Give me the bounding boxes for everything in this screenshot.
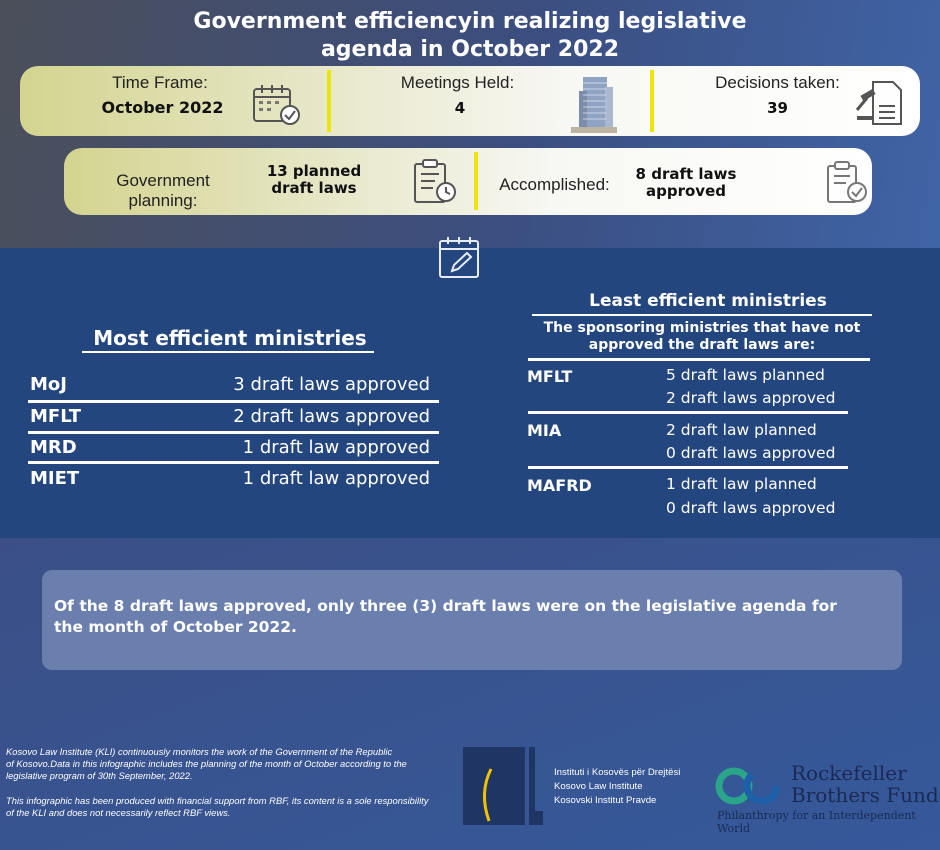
ministry-value: 3 draft laws approved bbox=[233, 374, 430, 395]
footer-line: of the KLI and does not necessarily reflect RBF views. bbox=[6, 807, 231, 818]
ministry-value: 1 draft law approved bbox=[242, 437, 430, 458]
approved-value: 0 draft laws approved bbox=[666, 499, 836, 517]
accomplished-value bbox=[615, 166, 757, 200]
row-divider bbox=[528, 358, 870, 361]
rbf-logo-icon bbox=[714, 766, 784, 806]
footer-disclaimer-text bbox=[6, 795, 451, 819]
meetings-label: Meetings Held: bbox=[400, 73, 515, 92]
planning-label: Government planning: bbox=[116, 171, 210, 210]
planned-value: 5 draft laws planned bbox=[666, 366, 825, 384]
ministry-name: MRD bbox=[30, 437, 77, 458]
title-underline bbox=[532, 314, 872, 316]
ministry-name: MFLT bbox=[30, 406, 81, 427]
most-efficient-title: Most efficient ministries bbox=[93, 326, 367, 350]
kli-name-line: Kosovo Law Institute bbox=[554, 781, 643, 792]
planned-value: 1 draft law planned bbox=[666, 475, 817, 493]
ministry-value: 1 draft law approved bbox=[242, 468, 430, 489]
rbf-name-line: Rockefeller bbox=[791, 761, 907, 785]
note-line-2: the month of October 2022. bbox=[54, 618, 297, 636]
ministry-name: MoJ bbox=[30, 374, 67, 395]
kli-name-line: Kosovski Institut Pravde bbox=[554, 795, 657, 806]
approved-value: 0 draft laws approved bbox=[666, 444, 836, 462]
row-divider bbox=[528, 466, 848, 469]
divider bbox=[327, 70, 331, 132]
decisions-value: 39 bbox=[767, 99, 788, 117]
footer-line: This infographic has been produced with financial support from RBF, its content is a sole responsibility bbox=[6, 795, 429, 806]
accomplished-label: Accomplished: bbox=[499, 175, 610, 194]
least-efficient-title: Least efficient ministries bbox=[589, 291, 827, 311]
calendar-check-icon bbox=[252, 83, 302, 127]
approved-value: 2 draft laws approved bbox=[666, 389, 836, 407]
planned-value: 2 draft law planned bbox=[666, 421, 817, 439]
row-divider bbox=[28, 461, 439, 464]
subtitle-line-2: approved the draft laws are: bbox=[588, 337, 816, 353]
note-text bbox=[54, 596, 884, 638]
kli-name bbox=[554, 766, 680, 808]
ministry-name: MIET bbox=[30, 468, 80, 489]
decisions-label: Decisions taken: bbox=[715, 73, 840, 92]
gavel-document-icon bbox=[855, 80, 905, 126]
note-line-1: Of the 8 draft laws approved, only three (3) draft laws were on the legislative agenda for bbox=[54, 597, 837, 615]
rbf-name bbox=[791, 762, 939, 806]
rbf-name-line: Brothers Fund bbox=[791, 783, 939, 807]
accomplished-value-line-1: 8 draft laws bbox=[635, 165, 737, 183]
accomplished-value-line-2: approved bbox=[646, 182, 726, 200]
divider bbox=[650, 70, 654, 132]
footer-line: Kosovo Law Institute (KLI) continuously monitors the work of the Government of the Republic bbox=[6, 746, 393, 757]
clipboard-clock-icon bbox=[411, 158, 459, 206]
footer-line: of Kosovo.Data in this infographic includes the planning of the month of October according to the bbox=[6, 758, 407, 769]
planning-value-line-1: 13 planned bbox=[266, 162, 362, 180]
ministry-name: MIA bbox=[527, 421, 562, 440]
row-divider bbox=[28, 431, 439, 434]
subtitle-line-1: The sponsoring ministries that have not bbox=[543, 320, 861, 336]
row-divider bbox=[28, 400, 439, 403]
row-divider bbox=[528, 411, 848, 414]
rbf-tagline: Philanthropy for an Interdependent World bbox=[717, 809, 916, 835]
ministry-name: MAFRD bbox=[527, 476, 592, 495]
kli-name-line: Instituti i Kosovës për Drejtësi bbox=[554, 767, 681, 778]
planning-value-line-2: draft laws bbox=[271, 179, 357, 197]
planning-value bbox=[248, 163, 380, 197]
time-frame-label: Time Frame: bbox=[112, 73, 208, 92]
government-building-icon bbox=[569, 69, 619, 134]
footer-line: legislative program of 30th September, 2022. bbox=[6, 770, 193, 781]
clipboard-check-icon bbox=[824, 160, 870, 206]
calendar-edit-icon bbox=[437, 235, 483, 281]
ministry-name: MFLT bbox=[527, 367, 573, 386]
title-underline bbox=[82, 351, 374, 353]
page-title bbox=[140, 8, 800, 64]
title-line-1: Government efficiencyin realizing legislative bbox=[193, 9, 747, 34]
time-frame-value: October 2022 bbox=[101, 98, 224, 117]
least-efficient-subtitle bbox=[524, 320, 880, 354]
ministry-value: 2 draft laws approved bbox=[233, 406, 430, 427]
meetings-value: 4 bbox=[454, 99, 466, 117]
divider bbox=[474, 152, 478, 210]
footer-monitoring-text bbox=[6, 746, 451, 782]
title-line-2: agenda in October 2022 bbox=[320, 37, 620, 62]
kli-logo bbox=[463, 747, 543, 825]
